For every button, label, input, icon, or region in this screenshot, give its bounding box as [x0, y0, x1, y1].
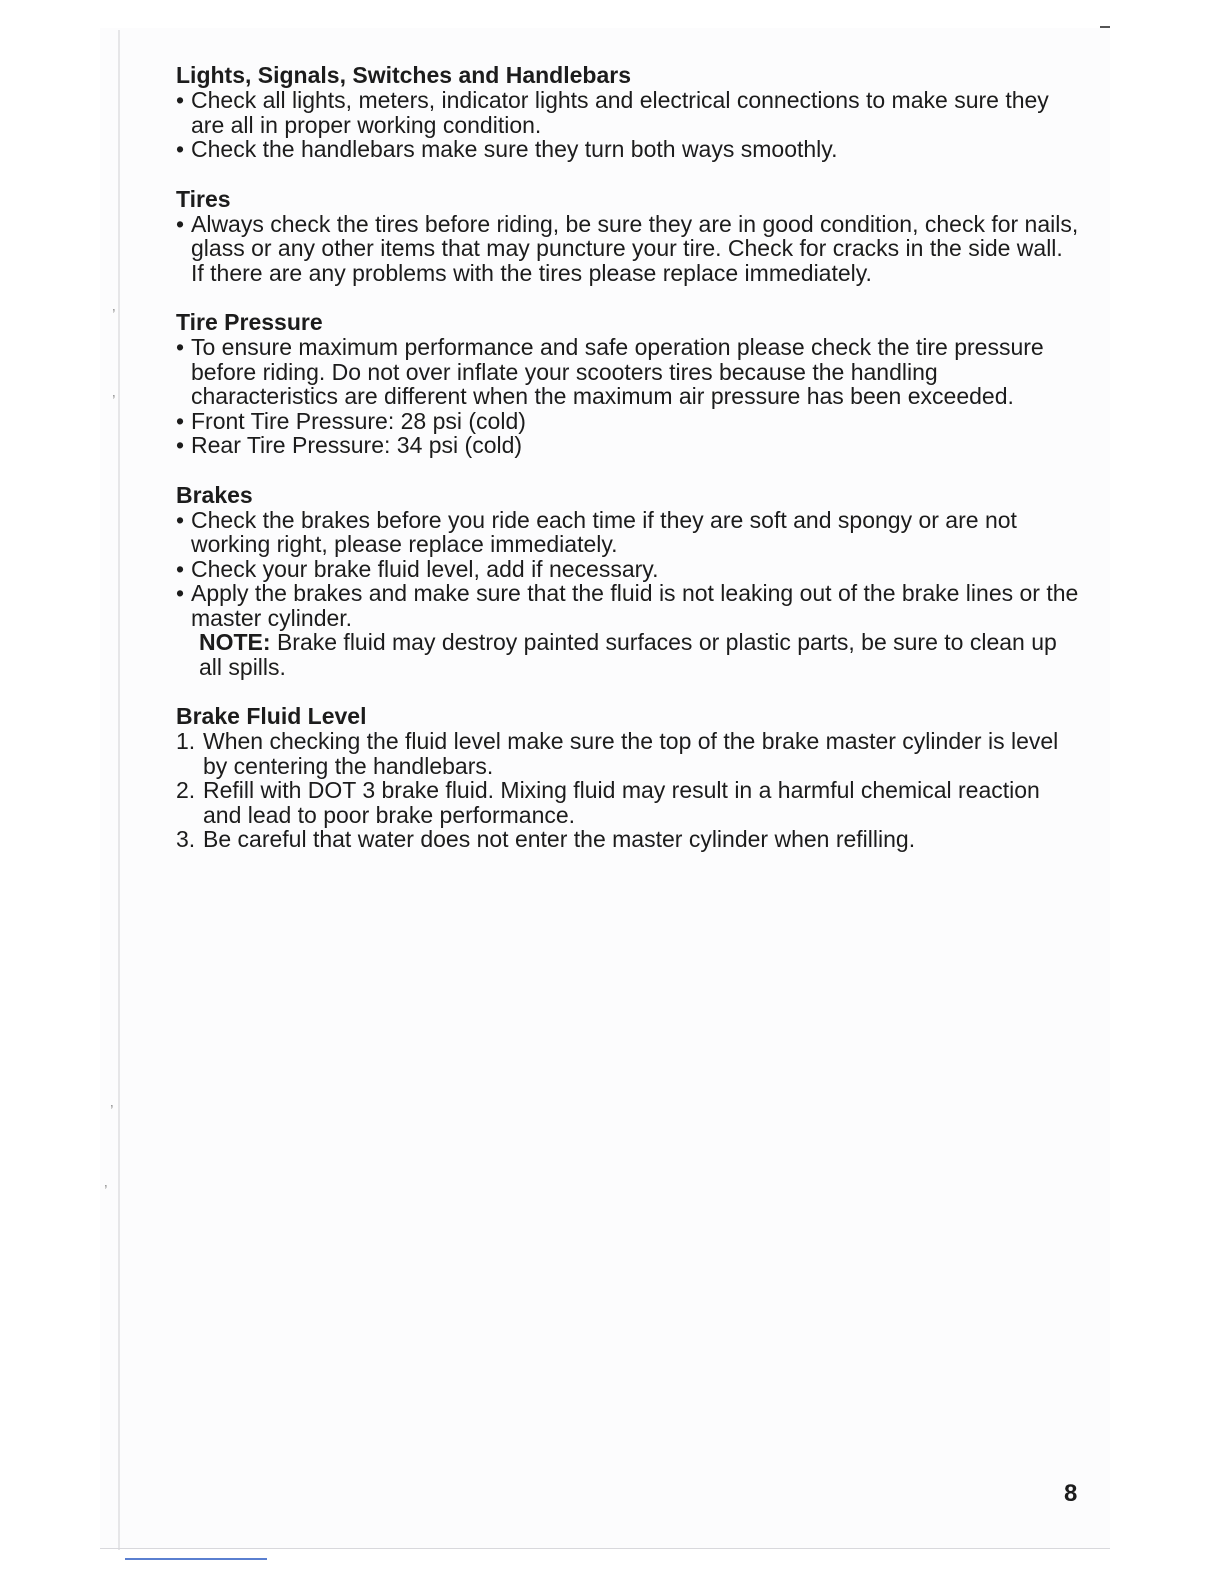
- numbered-step: [176, 729, 1081, 778]
- section-heading: Brake Fluid Level: [176, 703, 367, 729]
- note-label: NOTE:: [199, 629, 271, 655]
- page-bottom-edge: [100, 1548, 1110, 1549]
- section-brake-fluid-level: [176, 703, 1081, 852]
- bullet-item: • Check all lights, meters, indicator lights and electrical connections to make sure they are all in proper working condition.: [176, 88, 1081, 137]
- binding-edge: [118, 30, 120, 1550]
- section-lights: [176, 62, 1081, 162]
- corner-mark: [1100, 26, 1110, 28]
- manual-content: [176, 62, 1081, 852]
- bullet-item: • To ensure maximum performance and safe operation please check the tire pressure before riding. Do not over inflate your scooters tires because the handling characteristics are different when the maximum air pressure has been exceeded.: [176, 335, 1081, 409]
- section-heading: Brakes: [176, 481, 253, 508]
- blue-rule: [125, 1558, 267, 1560]
- scan-speck: ’: [110, 1103, 114, 1120]
- scan-speck: ’: [112, 393, 116, 410]
- step-number: 1.: [176, 728, 196, 754]
- brake-note: [176, 630, 1081, 679]
- scan-speck: ’: [104, 1183, 108, 1200]
- bullet-item: • Rear Tire Pressure: 34 psi (cold): [176, 433, 1081, 458]
- bullet-item: • Always check the tires before riding, be sure they are in good condition, check for nails, glass or any other items that may puncture your tire. Check for cracks in the side wall. If there are any problems with the tires please replace immediately.: [176, 212, 1081, 286]
- section-tires: [176, 186, 1081, 286]
- step-number: 3.: [176, 826, 196, 852]
- section-tire-pressure: [176, 309, 1081, 458]
- section-heading: Lights, Signals, Switches and Handlebars: [176, 62, 631, 88]
- step-number: 2.: [176, 777, 196, 803]
- section-brakes: [176, 482, 1081, 680]
- step-text: Refill with DOT 3 brake fluid. Mixing fluid may result in a harmful chemical reaction and lead to poor brake performance.: [203, 777, 1040, 828]
- scan-speck: ’: [112, 307, 116, 324]
- bullet-item: • Check the brakes before you ride each time if they are soft and spongy or are not working right, please replace immediately.: [176, 508, 1081, 557]
- section-heading: Tires: [176, 185, 231, 212]
- step-text: When checking the fluid level make sure the top of the brake master cylinder is level by centering the handlebars.: [203, 728, 1059, 779]
- step-text: Be careful that water does not enter the master cylinder when refilling.: [203, 826, 916, 852]
- bullet-item: • Front Tire Pressure: 28 psi (cold): [176, 409, 1081, 434]
- bullet-item: • Check the handlebars make sure they turn both ways smoothly.: [176, 137, 1081, 162]
- bullet-item: • Apply the brakes and make sure that the fluid is not leaking out of the brake lines or the master cylinder.: [176, 581, 1081, 630]
- note-text: Brake fluid may destroy painted surfaces or plastic parts, be sure to clean up all spills.: [199, 629, 1057, 680]
- section-heading: Tire Pressure: [176, 309, 323, 335]
- page-number: 8: [1064, 1480, 1078, 1507]
- numbered-step: [176, 778, 1081, 827]
- numbered-step: [176, 827, 1081, 852]
- bullet-item: • Check your brake fluid level, add if necessary.: [176, 557, 1081, 582]
